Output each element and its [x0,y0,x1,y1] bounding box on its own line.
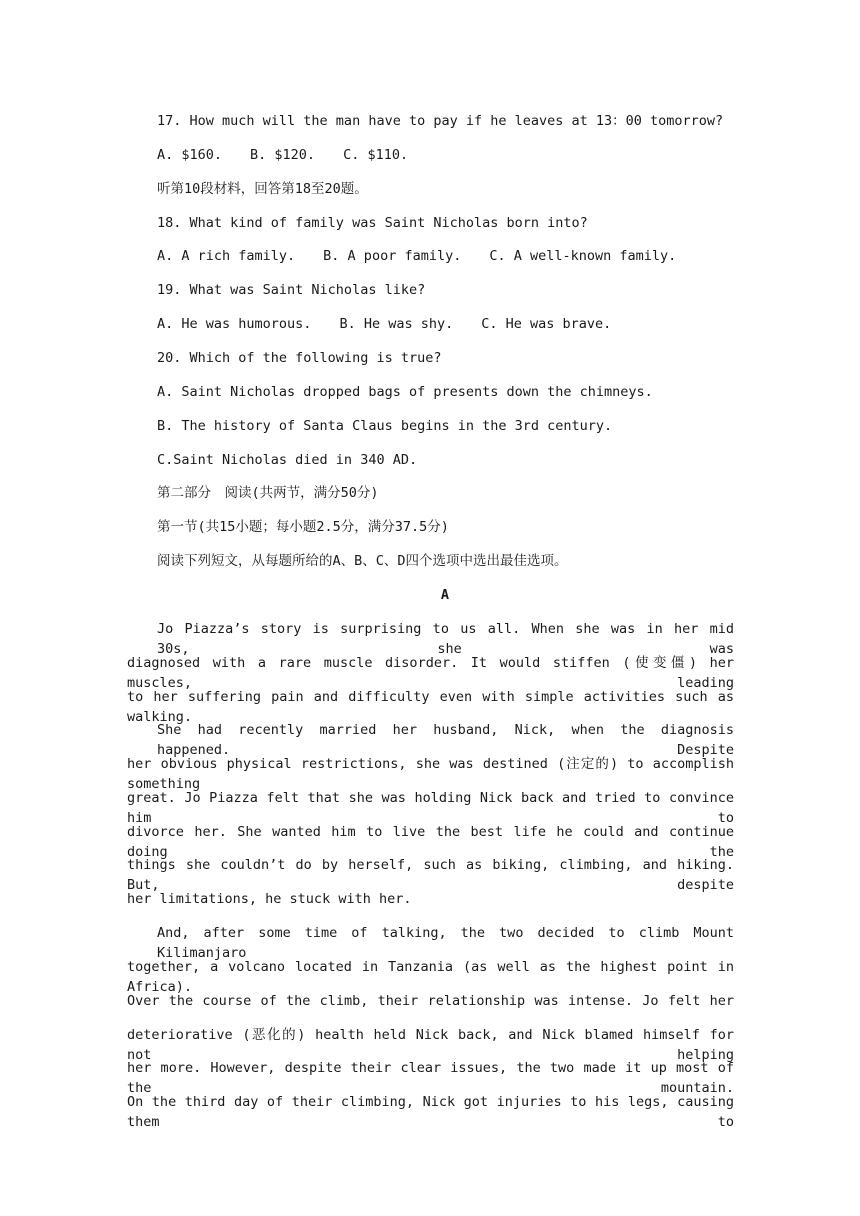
passage-line: deteriorative (恶化的) health held Nick back, and Nick blamed himself for not helping [127,1027,734,1063]
option-c: C. He was brave. [481,316,612,332]
passage-line: On the third day of their climbing, Nick got injuries to his legs, causing them to [127,1094,734,1130]
question-19-options [157,314,639,334]
question-20-stem: 20. Which of the following is true? [157,350,442,366]
question-17-stem: 17. How much will the man have to pay if he leaves at 13：00 tomorrow? [157,113,724,129]
option-c: C. $110. [343,147,409,163]
question-20-option-b: B. The history of Santa Claus begins in the 3rd century. [157,418,613,434]
question-20-option-c: C.Saint Nicholas died in 340 AD. [157,452,418,468]
reading-instruction: 阅读下列短文，从每题所给的A、B、C、D四个选项中选出最佳选项。 [157,553,568,569]
passage-line: her limitations, he stuck with her. [127,891,412,907]
option-b: B. A poor family. [323,248,462,264]
option-a: A. $160. [157,147,223,163]
passage-line: great. Jo Piazza felt that she was holding Nick back and tried to convince him to [127,790,734,826]
passage-line: Jo Piazza’s story is surprising to us all. When she was in her mid 30s, she was [157,621,734,657]
option-c: C. A well-known family. [489,248,677,264]
passage-label: A [440,587,450,603]
question-20-option-a: A. Saint Nicholas dropped bags of presents down the chimneys. [157,384,653,400]
question-19-stem: 19. What was Saint Nicholas like? [157,282,426,298]
passage-line: She had recently married her husband, Nick, when the diagnosis happened. Despite [157,722,734,758]
passage-line: to her suffering pain and difficulty even with simple activities such as walking. [127,689,734,725]
passage-line: And, after some time of talking, the two decided to climb Mount Kilimanjaro [157,925,734,961]
passage-line: her obvious physical restrictions, she was destined (注定的) to accomplish something [127,756,734,792]
question-17-options [157,145,436,165]
question-18-stem: 18. What kind of family was Saint Nicholas born into? [157,215,588,231]
passage-line: Over the course of the climb, their relationship was intense. Jo felt her [127,993,734,1009]
passage-line: together, a volcano located in Tanzania (as well as the highest point in Africa). [127,959,734,995]
passage-line: things she couldn’t do by herself, such as biking, climbing, and hiking. But, despite [127,857,734,893]
part-2-heading: 第二部分 阅读(共两节，满分50分) [157,485,379,501]
option-a: A. A rich family. [157,248,296,264]
option-b: B. $120. [250,147,316,163]
passage-line: divorce her. She wanted him to live the best life he could and continue doing the [127,824,734,860]
section-10-instruction: 听第10段材料，回答第18至20题。 [157,181,368,197]
question-18-options [157,246,704,266]
section-1-heading: 第一节(共15小题；每小题2.5分，满分37.5分) [157,519,449,535]
option-b: B. He was shy. [339,316,454,332]
passage-line: diagnosed with a rare muscle disorder. It would stiffen (使变僵) her muscles, leading [127,655,734,691]
passage-line: her more. However, despite their clear issues, the two made it up most of the mountain. [127,1060,734,1096]
option-a: A. He was humorous. [157,316,312,332]
